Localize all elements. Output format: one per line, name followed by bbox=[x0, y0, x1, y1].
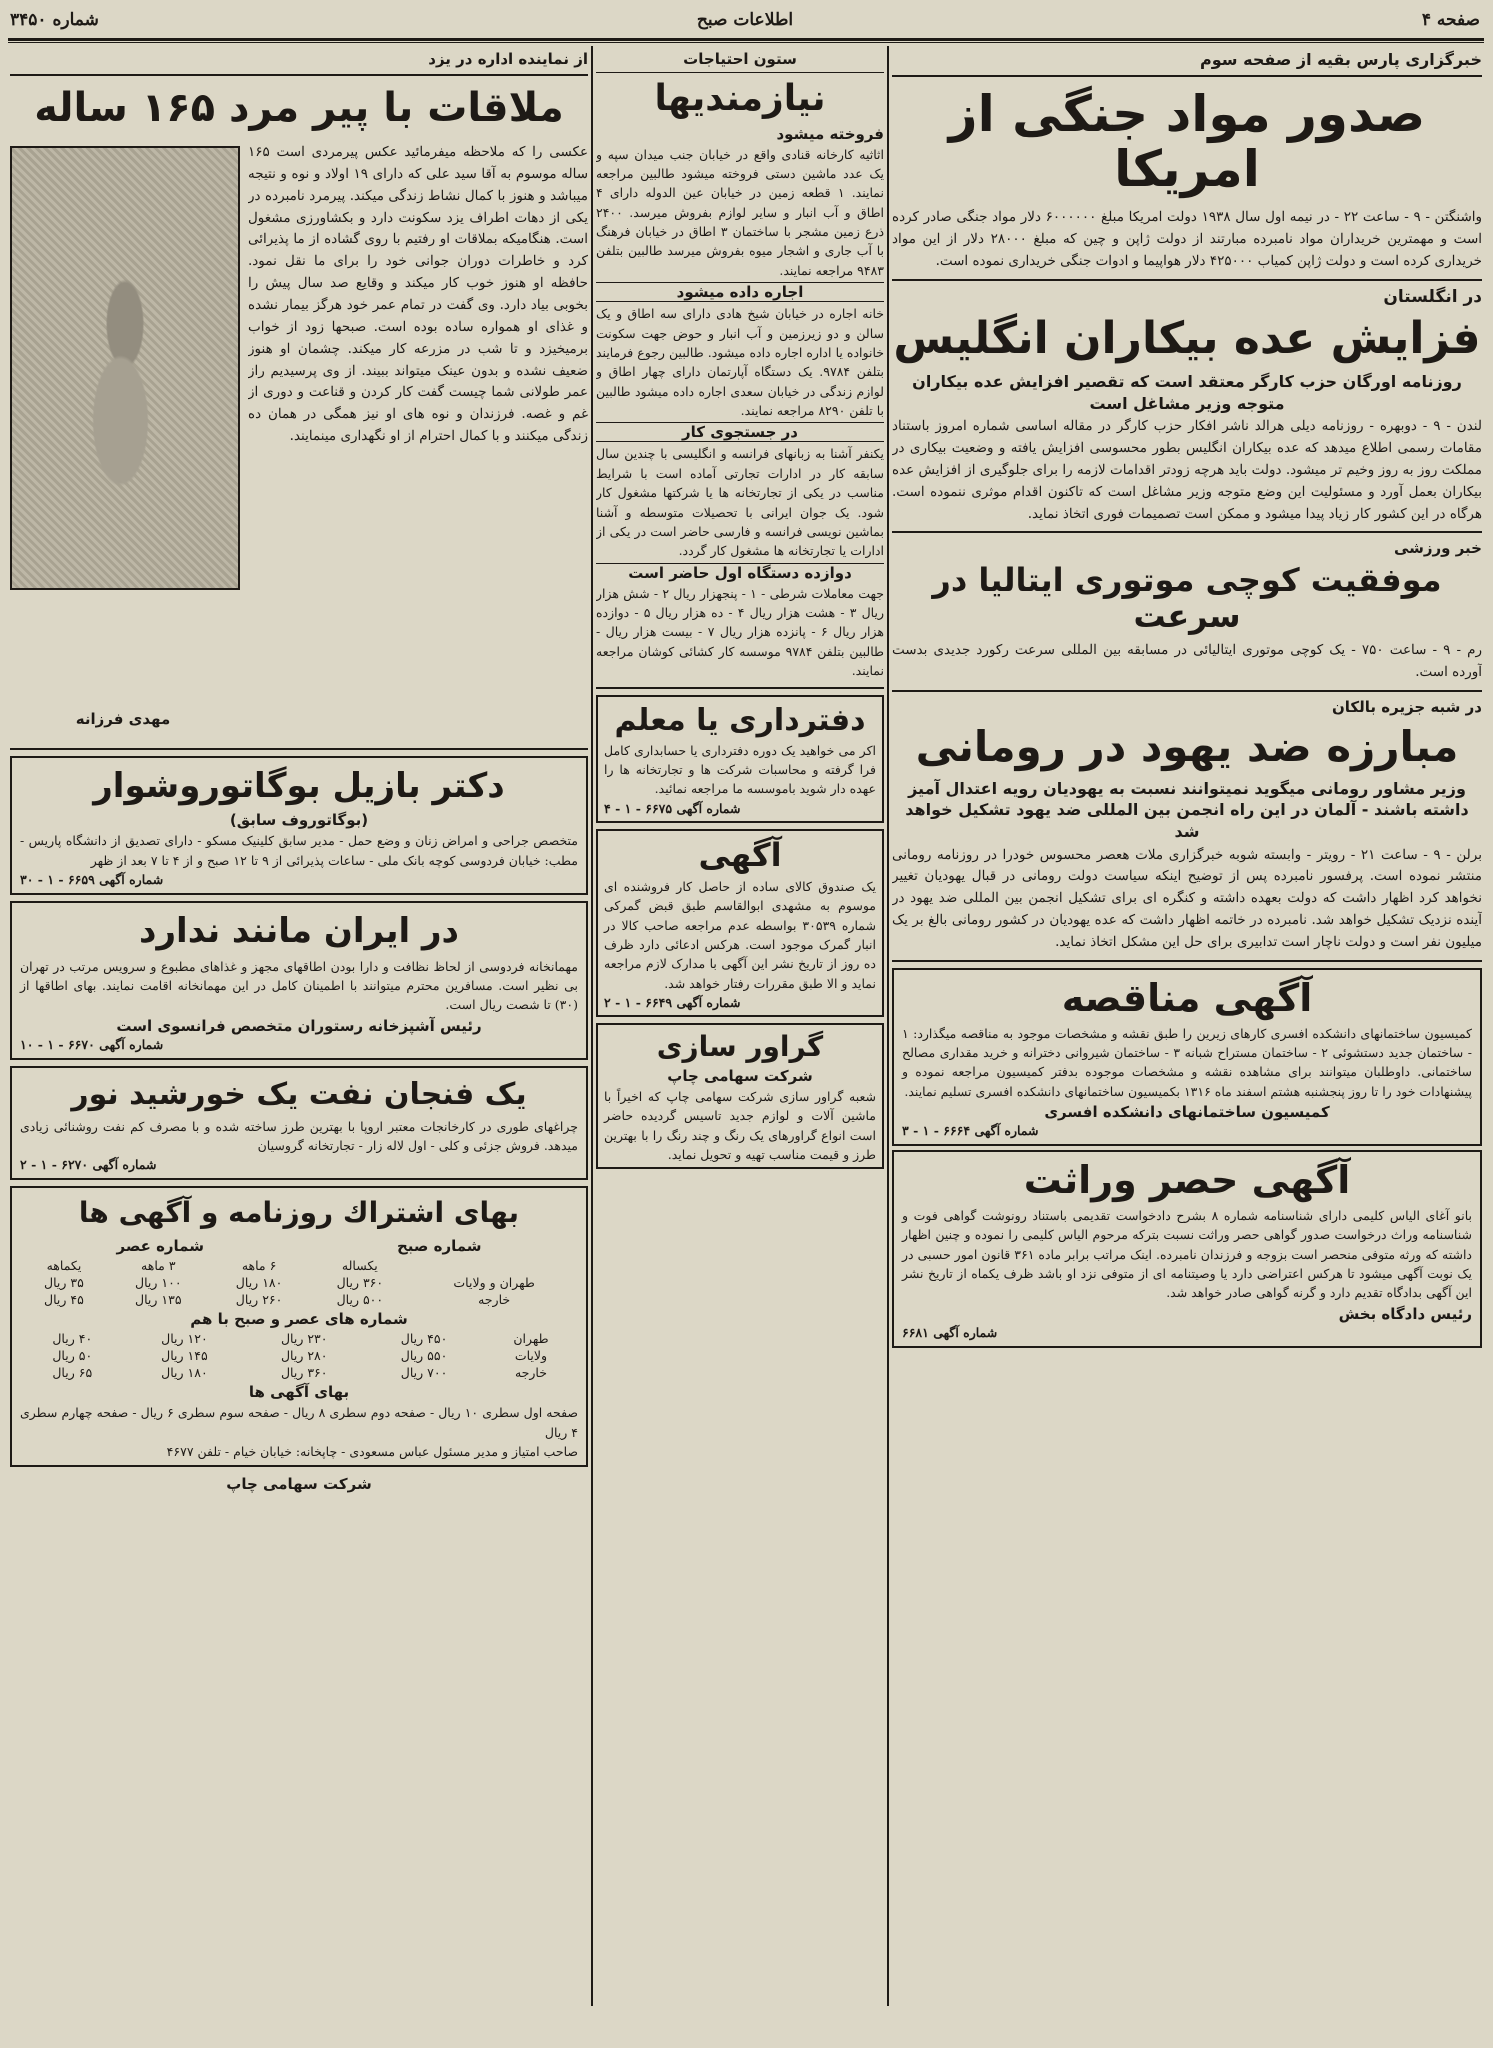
column-divider-2 bbox=[591, 46, 593, 2006]
doctor-ad bbox=[10, 756, 588, 895]
lamp-adno: شماره آگهی ۶۲۷۰ - ۱ - ۲ bbox=[20, 1157, 157, 1173]
article-speedboat: رم - ۹ - ساعت ۷۵۰ - یک کوچی موتوری ایتالیائی در مسابقه بین المللی سرعت رکورد جدیدی بدست آورده است. bbox=[892, 641, 1482, 680]
lamp-text: چراغهای طوری در کارخانجات معتبر اروپا با بهترین طرز ساخته شده و با مصرف کم نفت روشنائی زیادی میدهد. فروش جزئی و کلی - اول لاله زار - تجارتخانه گروسیان bbox=[20, 1118, 578, 1154]
bookkeeping-text: اکر می خواهید یک دوره دفترداری یا حسابداری کامل فرا گرفته و محاسبات شرکت ها و تجارتخانه ها را عهده دار شوید باموسسه ما مراجعه نمائید. bbox=[604, 742, 876, 797]
cat-rent: اجاره داده میشود bbox=[596, 282, 884, 302]
hotel-sign: رئیس آشپزخانه رستوران متخصص فرانسوی است bbox=[116, 1016, 482, 1035]
column-divider-1 bbox=[887, 46, 889, 2006]
tender-sign: کمیسیون ساختمانهای دانشکده افسری bbox=[1044, 1103, 1330, 1122]
issue-number: شماره ۳۴۵۰ bbox=[10, 10, 99, 30]
inheritance-text: بانو آغای الیاس کلیمی دارای شناسنامه شماره ۸ بشرح دادخواست تقدیمی باستناد رونوشت گواهی فوت و شناسنامه وراث درخواست صدور گواهی حصر وراثت نسبت بترکه مرحوم الیاس کلیمی را نموده و چنین اظهار داشته که ورثه متوفی منحصر است بزوجه و فرزندان نامبرده. اینک مراتب برابر ماده ۳۶۱ قانون امور حسبی در یک نوبت آگهی میشود تا هرکس اعتراضی دارد یا وصیتنامه ای از متوفی نزد او باشد ظرف یکماه از تاریخ نشر این آگهی بدادگاه تقدیم دارد و گرنه گواهی صادر خواهد شد. bbox=[902, 1207, 1473, 1301]
subscription-rates bbox=[10, 1186, 588, 1467]
doctor-text: متخصص جراحی و امراض زنان و وضع حمل - مدیر سابق کلینیک مسکو - دارای تصدیق از دانشگاه پاریس - مطب: خیابان فردوسی کوچه بانک ملی - ساعات پذیرائی از ۹ تا ۱۲ صبح و از ۴ تا ۷ بعد از ظهر bbox=[20, 833, 578, 868]
tender-adno: شماره آگهی ۶۶۶۴ - ۱ - ۳ bbox=[902, 1123, 1039, 1139]
subhead-romania: وزیر مشاور رومانی میگوید نمیتوانند نسبت به یهودیان رویه اعتدال آمیز داشته باشند - آلمان در این راه انجمن بین المللی ضد یهود تشکیل خواهد شد bbox=[905, 778, 1469, 841]
doctor-sub: (بوگاتوروف سابق) bbox=[229, 811, 369, 830]
page-label: صفحه ۴ bbox=[1421, 10, 1480, 30]
table-row: طهران و ولایات ۳۶۰ ریال ۱۸۰ ریال ۱۰۰ ریال ۳۵ ریال bbox=[44, 1275, 535, 1291]
column-middle bbox=[596, 48, 884, 2008]
table-row: خارجه ۷۰۰ ریال ۳۶۰ ریال ۱۸۰ ریال ۶۵ ریال bbox=[52, 1365, 547, 1381]
table-row: طهران ۴۵۰ ریال ۲۳۰ ریال ۱۲۰ ریال ۴۰ ریال bbox=[52, 1331, 549, 1347]
rates-both: شماره های عصر و صبح با هم bbox=[190, 1310, 408, 1329]
wire-header: خبرگزاری پارس بقیه از صفحه سوم bbox=[1200, 50, 1482, 69]
bookkeeping-ad bbox=[596, 695, 884, 823]
job-text: یکنفر آشنا به زبانهای فرانسه و انگلیسی با چندین سال سابقه کار در ادارات تجارتی آماده است با شرایط مناسب در یکی از تجارتخانه ها یا شرکتها مشغول کار شود. یک جوان ایرانی با تحصیلات متوسطه و آشنا بماشین نویسی فرانسه و فارسی حاضر است در یکی از ادارات یا تجارتخانه ها مشغول کار گردد. bbox=[596, 446, 884, 559]
masthead bbox=[10, 6, 1480, 36]
bookkeeping-title: دفترداری یا معلم bbox=[614, 702, 866, 738]
subhead-unemployment: روزنامه اورگان حزب کارگر معتقد است که تقصیر افزایش عده بیکاران متوجه وزیر مشاغل است bbox=[912, 371, 1462, 413]
classifieds-headline: نیازمندیها bbox=[654, 78, 826, 119]
engraving-text: شعبه گراور سازی شرکت سهامی چاپ که اخیراً با ماشین آلات و لوازم جدید تاسیس گردیده حاضر است انواع گراورهای یک رنگ و چند رنگ را با بهترین طرز و قیمت مناسب تهیه و تحویل نماید. bbox=[604, 1088, 876, 1163]
customs-ad-text: یک صندوق کالای ساده از حاصل کار فروشنده ای موسوم به مشهدی ابوالقاسم طبق قبض گمرکی شماره ۳۰۵۳۹ بواسطه عدم مراجعه صاحب کالا در انبار گمرک موجود است. هرکس ادعائی دارد ظرف ده روز از تاریخ نشر این آگهی با مدارک لازم مراجعه نماید و الا طبق مقررات رفتار خواهد شد. bbox=[604, 878, 876, 991]
cat-job: در جستجوی کار bbox=[596, 422, 884, 442]
paper-name: اطلاعات صبح bbox=[696, 10, 794, 30]
hotel-text: مهمانخانه فردوسی از لحاظ نظافت و دارا بودن اطاقهای مجهز و غذاهای مطبوع و سرویس مرتب در تهران بی نظیر است. مسافرین محترم میتوانند با اطمینان کامل در این مهمانخانه اقامت نمایند. بهای اطاقها از (۳۰) تا شصت ریال است. bbox=[20, 958, 578, 1013]
section-sport: خبر ورزشی bbox=[1393, 539, 1482, 558]
headline-unemployment: فزایش عده بیکاران انگلیس bbox=[893, 312, 1481, 364]
article-unemployment: لندن - ۹ - دوبهره - روزنامه دیلی هرالد ناشر افکار حزب کارگر در مقاله اساسی شماره امروز باستناد مقامات رسمی اطلاع میدهد که عده بیکاران انگلیس بطور محسوسی افزایش یافته و وضعیت بیکاری در مملکت روز به روز وخیم تر میشود. دولت باید هرچه زودتر اقدامات لازمه را برای جلوگیری از افزایش عده بیکاران بعمل آورد و مسئولیت این وضع متوجه وزیر مشاغل است که تاکنون اقدام موثری ننموده است. هرگاه در این کشور کار زیاد پیدا میشود و ممکن است تصمیمات فوری اتخاذ نماید. bbox=[892, 418, 1482, 522]
publisher-info: صاحب امتیاز و مدیر مسئول عباس مسعودی - چاپخانه: خیابان خیام - تلفن ۴۶۷۷ bbox=[166, 1443, 578, 1459]
rent-text: خانه اجاره در خیابان شیخ هادی دارای سه اطاق و یک سالن و دو زیرزمین و آب انبار و حوض جهت سکونت خانواده یا اداره اجاره داده میشود. طالبین رجوع فرمایند بتلفن ۹۷۸۴. یک دستگاه آپارتمان دارای چهار اطاق و لوازم زندگی در خیابان سعدی اجاره داده میشود طالبین با تلفن ۸۲۹۰ مراجعه نمایند. bbox=[596, 306, 884, 419]
inheritance-notice bbox=[892, 1150, 1482, 1348]
headline-romania: مبارزه ضد یهود در رومانی bbox=[915, 721, 1459, 771]
engraving-title: گراور سازی bbox=[656, 1030, 824, 1064]
tender-text: کمیسیون ساختمانهای دانشکده افسری کارهای زیرین را طبق نقشه و مشخصات موجود به مناقصه میگذارد: ۱ - ساختمان جدید دستشوئی ۲ - ساختمان مستراح شبانه ۳ - ساختمان شیروانی دخترانه و خرید مقداری مصالح ساختمانی. داوطلبان میتوانند برای مشاهده نقشه و مشخصات موجوده بدفتر کمیسیون مراجعه نموده و پیشنهادات خود را تا روز پنجشنبه هشتم اسفند ماه ۱۳۱۶ بکمیسیون ساختمانهای دانشکده افسری تسلیم نمایند. bbox=[902, 1025, 1472, 1099]
article-war-materials: واشنگتن - ۹ - ساعت ۲۲ - در نیمه اول سال ۱۹۳۸ دولت امریکا مبلغ ۶۰۰۰۰۰۰ دلار مواد جنگی صادر کرده است و مهمترین خریداران مواد نامبرده مبارتند از دولت ژاپن و چین که مبلغ ۲۸۰۰۰ دلار از این مواد خریداری کرده است و دولت ژاپن کمیاب ۴۲۵۰۰۰ دلار هواپیما و ادوات جنگی خریداری نموده است. bbox=[892, 209, 1482, 269]
table-row: خارجه ۵۰۰ ریال ۲۶۰ ریال ۱۳۵ ریال ۴۵ ریال bbox=[44, 1292, 511, 1308]
rates-morning: شماره صبح bbox=[396, 1237, 482, 1256]
cat-loans: دوازده دستگاه اول حاضر است bbox=[596, 563, 884, 582]
section-balkan: در شبه جزیره بالکان bbox=[1332, 697, 1482, 716]
engraving-ad bbox=[596, 1023, 884, 1169]
headline-speedboat: موفقیت کوچی موتوری ایتالیا در سرعت bbox=[932, 561, 1442, 635]
rates-table-2 bbox=[20, 1330, 578, 1381]
cat-sale: فروخته میشود bbox=[776, 124, 884, 143]
ads-rate-text: صفحه اول سطری ۱۰ ریال - صفحه دوم سطری ۸ ریال - صفحه سوم سطری ۶ ریال - صفحه چهارم سطری ۴ ریال bbox=[20, 1405, 579, 1440]
inheritance-adno: شماره آگهی ۶۶۸۱ bbox=[902, 1324, 998, 1340]
hotel-adno: شماره آگهی ۶۶۷۰ - ۱ - ۱۰ bbox=[20, 1036, 164, 1052]
table-row: ولایات ۵۵۰ ریال ۲۸۰ ریال ۱۴۵ ریال ۵۰ ریال bbox=[52, 1348, 548, 1364]
column-right bbox=[892, 48, 1482, 2008]
old-man-photo bbox=[10, 146, 240, 590]
doctor-adno: شماره آگهی ۶۶۵۹ - ۱ - ۳۰ bbox=[20, 872, 164, 888]
tender-title: آگهی مناقصه bbox=[1061, 975, 1313, 1020]
yazd-section: از نماینده اداره در یزد bbox=[428, 50, 588, 68]
old-man-story bbox=[10, 142, 588, 742]
inheritance-title: آگهی حصر وراثت bbox=[1023, 1158, 1351, 1203]
rates-header-row: یکساله ۶ ماهه ۳ ماهه یکماهه bbox=[46, 1258, 378, 1274]
masthead-rule bbox=[8, 38, 1484, 41]
inheritance-sign: رئیس دادگاه بخش bbox=[1338, 1304, 1472, 1323]
headline-old-man: ملاقات با پیر مرد ۱۶۵ ساله bbox=[34, 85, 564, 131]
hotel-ad bbox=[10, 901, 588, 1060]
article-old-man: عکسی را که ملاحظه میفرمائید عکس پیرمردی است ۱۶۵ ساله موسوم به آقا سید علی که دارای ۱۹ اولاد و نوه و نتیجه میباشد و هنوز با کمال نشاط زندگی میکند. پیرمرد نامبرده در یکی از دهات اطراف یزد سکونت دارد و بکشاورزی مشغول است. هنگامیکه بملاقات او رفتیم با روی گشاده از ما پذیرائی کرد و خاطرات دوران جوانی خود را برای ما نقل نمود. حافظه او هنوز خوب کار میکند و وقایع صد سال پیش را بخوبی بیاد دارد. وی گفت در تمام عمر خود هرگز بیمار نشده و غذای او همواره ساده بوده است. صبحها زود از خواب برمیخیزد و تا شب در مزرعه کار میکند. چشمان او هنوز ضعیف نشده و بدون عینک میتواند ببیند. از وی پرسیدیم راز عمر طولانی شما چیست گفت کار کردن و قناعت و دوری از غم و غصه. فرزندان و نوه های او نیز همگی در همان ده زندگی میکنند و با کمال احترام از او نگهداری مینمایند. bbox=[248, 144, 588, 445]
rates-title: بهای اشتراك روزنامه و آگهی ها bbox=[78, 1196, 520, 1230]
rates-evening: شماره عصر bbox=[116, 1237, 204, 1256]
article-signature: مهدی فرزانه bbox=[75, 710, 171, 728]
ads-rate-title: بهای آگهی ها bbox=[248, 1383, 350, 1402]
customs-ad-adno: شماره آگهی ۶۶۴۹ - ۱ - ۲ bbox=[604, 995, 741, 1011]
bookkeeping-adno: شماره آگهی ۶۶۷۵ - ۱ - ۴ bbox=[604, 800, 741, 816]
masthead-rule-thin bbox=[8, 42, 1484, 43]
page-footer: شرکت سهامی چاپ bbox=[226, 1475, 372, 1494]
hotel-title: در ایران مانند ندارد bbox=[139, 911, 459, 952]
engraving-sub: شرکت سهامی چاپ bbox=[667, 1066, 813, 1085]
lamp-title: یک فنجان نفت یک خورشید نور bbox=[71, 1076, 527, 1112]
lamp-ad bbox=[10, 1066, 588, 1181]
classifieds-section: ستون احتیاجات bbox=[683, 50, 797, 68]
loans-text: جهت معاملات شرطی - ۱ - پنجهزار ریال ۲ - شش هزار ریال ۳ - هشت هزار ریال ۴ - ده هزار ریال ۵ - دوازده هزار ریال ۶ - پانزده هزار ریال ۷ - بیست هزار ریال - طالبین بتلفن ۹۷۸۴ موسسه کار کشائی کوشان مراجعه نمایند. bbox=[596, 585, 884, 679]
doctor-title: دکتر بازیل بوگاتوروشوار bbox=[93, 766, 505, 806]
column-left bbox=[10, 48, 588, 2008]
customs-ad bbox=[596, 829, 884, 1017]
tender-notice bbox=[892, 968, 1482, 1146]
article-romania: برلن - ۹ - ساعت ۲۱ - رویتر - وابسته شوبه خبرگزاری ملات هعصر محسوس خودرا در روزنامه رومانی منتشر نموده است. پرفسور نامبرده پس از توضیح اینکه سیاست دولت رومانی در قبال یهودیان تغییر نخواهد کرد اظهار داشت که دولت بعهده داشته و کنگره ای برای تشکیل انجمن بین المللی ضد یهود در آینده نزدیک تشکیل خواهد شد. نامبرده در خاتمه اظهار داشت که عده یهودیان در کشور رومانی بالغ بر یک میلیون نفر است و دولت ناچار است تدابیری برای حل این مشکل اتخاذ نماید. bbox=[892, 846, 1482, 950]
rates-table bbox=[20, 1257, 578, 1308]
sale-text: اثاثیه کارخانه قنادی واقع در خیابان جنب میدان سپه و یک عدد ماشین دستی فروخته میشود طالبین مراجعه نمایند. ۱ قطعه زمین در خیابان عین الدوله دارای ۴ اطاق و آب انبار و سایر لوازم بفروش میرسد. ۲۴۰۰ ذرع زمین مشجر با ساختمان ۳ اطاق در خیابان فرهنگ با آب جاری و اشجار میوه بفروش میرسد طالبین بتلفن ۹۴۸۳ مراجعه نمایند. bbox=[596, 146, 884, 278]
headline-war-materials: صدور مواد جنگی از امریکا bbox=[948, 85, 1426, 198]
customs-ad-title: آگهی bbox=[698, 835, 782, 874]
section-england: در انگلستان bbox=[1383, 286, 1482, 307]
